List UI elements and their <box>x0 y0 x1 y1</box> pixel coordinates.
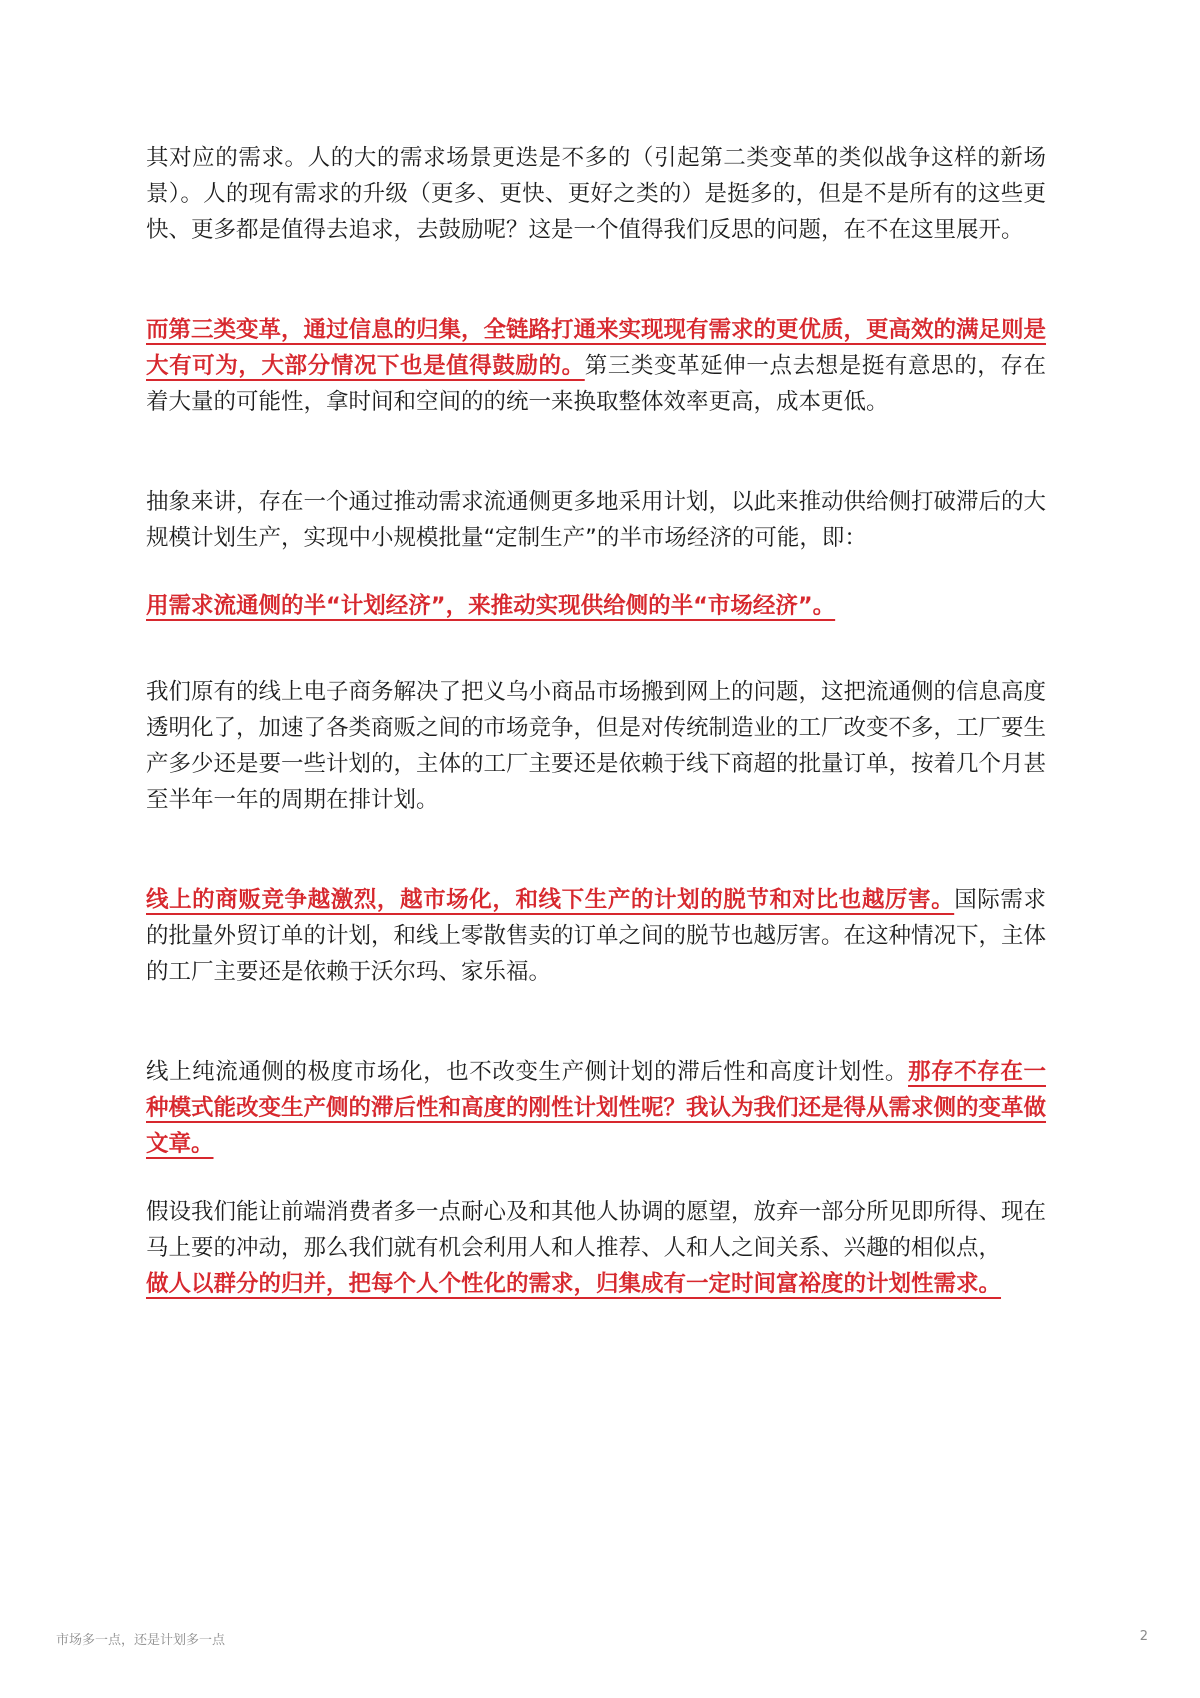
page-number: 2 <box>1139 1629 1148 1644</box>
paragraph <box>146 1054 1046 1162</box>
paragraph <box>146 674 1046 818</box>
paragraph-text: 抽象来讲，存在一个通过推动需求流通侧更多地采用计划，以此来推动供给侧打破滞后的大规模计划生产，实现中小规模批量“定制生产”的半市场经济的可能，即： <box>146 489 1047 551</box>
paragraph-text: 第三类变革延伸一点去想是挺有意思的，存在着大量的可能性，拿时间和空间的的统一来换取整体效率更高，成本更低。 <box>146 353 1046 415</box>
paragraph <box>146 312 1046 420</box>
document-body <box>146 140 1046 1302</box>
paragraph-text: 国际需求的批量外贸订单的计划，和线上零散售卖的订单之间的脱节也越厉害。在这种情况下，主体的工厂主要还是依赖于沃尔玛、家乐福。 <box>146 887 1047 985</box>
paragraph <box>146 882 1046 990</box>
highlighted-text: 线上的商贩竞争越激烈，越市场化，和线下生产的计划的脱节和对比也越厉害。 <box>146 887 955 913</box>
paragraph <box>146 588 1046 624</box>
paragraph-text: 线上纯流通侧的极度市场化，也不改变生产侧计划的滞后性和高度计划性。 <box>146 1059 909 1085</box>
highlighted-text: 做人以群分的归并，把每个人个性化的需求，归集成有一定时间富裕度的计划性需求。 <box>146 1271 1002 1297</box>
paragraph <box>146 484 1046 556</box>
highlighted-text: 而第三类变革，通过信息的归集，全链路打通来实现现有需求的更优质，更高效的满足则是大有可为，大部分情况下也是值得鼓励的。 <box>146 317 1047 379</box>
paragraph-text: 假设我们能让前端消费者多一点耐心及和其他人协调的愿望，放弃一部分所见即所得、现在马上要的冲动，那么我们就有机会利用人和人推荐、人和人之间关系、兴趣的相似点， <box>146 1199 1047 1261</box>
paragraph <box>146 1194 1046 1302</box>
highlighted-text: 用需求流通侧的半“计划经济”，来推动实现供给侧的半“市场经济”。 <box>146 593 836 619</box>
footer-title: 市场多一点，还是计划多一点 <box>56 1633 226 1648</box>
paragraph <box>146 140 1046 248</box>
paragraph-text: 其对应的需求。人的大的需求场景更迭是不多的（引起第二类变革的类似战争这样的新场景）。人的现有需求的升级（更多、更快、更好之类的）是挺多的，但是不是所有的这些更快、更多都是值得去追求，去鼓励呢？这是一个值得我们反思的问题，在不在这里展开。 <box>146 145 1046 243</box>
highlighted-text: 那存不存在一种模式能改变生产侧的滞后性和高度的刚性计划性呢？我认为我们还是得从需求侧的变革做文章。 <box>146 1059 1047 1157</box>
paragraph-text: 我们原有的线上电子商务解决了把义乌小商品市场搬到网上的问题，这把流通侧的信息高度透明化了，加速了各类商贩之间的市场竞争，但是对传统制造业的工厂改变不多，工厂要生产多少还是要一些计划的，主体的工厂主要还是依赖于线下商超的批量订单，按着几个月甚至半年一年的周期在排计划。 <box>146 679 1047 813</box>
